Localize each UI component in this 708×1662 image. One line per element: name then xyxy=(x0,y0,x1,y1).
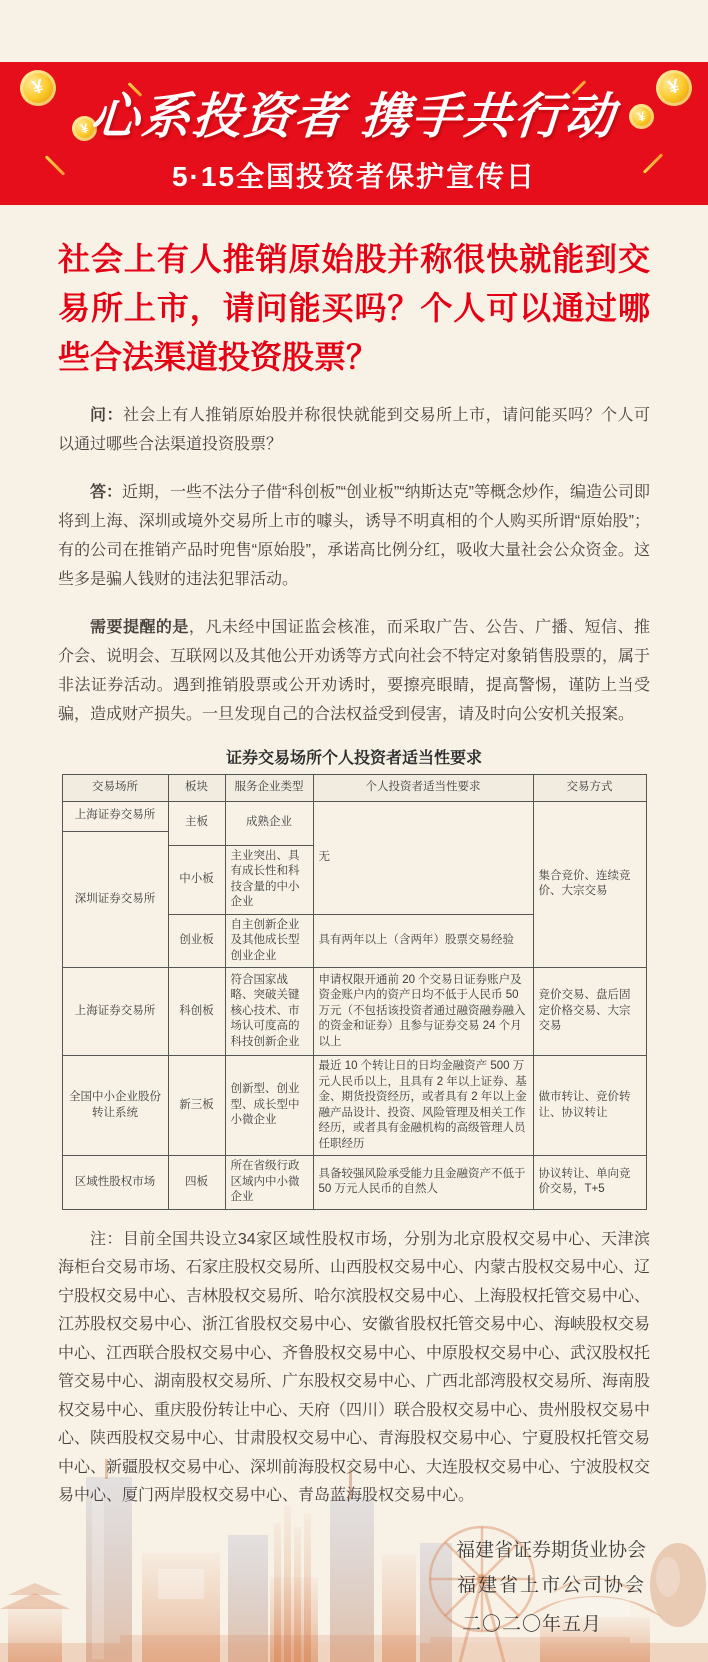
cell-trade-neeq: 做市转让、竞价转让、协议转让 xyxy=(533,1056,646,1156)
cell-req-chinext: 具有两年以上（含两年）股票交易经验 xyxy=(313,914,533,968)
banner-subtitle: 5·15全国投资者保护宣传日 xyxy=(171,161,537,192)
poster-content xyxy=(0,62,708,1642)
answer-paragraph xyxy=(58,478,650,594)
reminder-paragraph xyxy=(58,613,650,729)
signature-date: 二〇二〇年五月 xyxy=(461,1613,602,1635)
reminder-label: 需要提醒的是 xyxy=(90,619,189,636)
cell-exchange-star: 上海证券交易所 xyxy=(62,968,168,1056)
answer-label: 答： xyxy=(90,484,123,501)
cell-req-main: 无 xyxy=(313,801,533,914)
signature-block xyxy=(0,1533,646,1642)
header-venue: 交易场所 xyxy=(62,775,168,802)
cell-req-neeq: 最近 10 个转让日的日均金融资产 500 万元人民币以上，且具有 2 年以上证券、基金、期货投资经历，或者具有 2 年以上金融产品设计、投资、风险管理及相关工作经历，或者具有金融机构的高级管理人员任职经历 xyxy=(313,1056,533,1156)
coin-icon: ¥ xyxy=(626,101,656,131)
question-label: 问： xyxy=(90,407,123,424)
cell-type-regional: 所在省级行政区域内中小微企业 xyxy=(225,1156,313,1210)
header-company-type: 服务企业类型 xyxy=(225,775,313,802)
cell-trade-regional: 协议转让、单向竞价交易，T+5 xyxy=(533,1156,646,1210)
banner xyxy=(0,62,708,205)
question-paragraph xyxy=(58,401,650,459)
cell-exchange-sz: 深圳证券交易所 xyxy=(62,831,168,968)
table-row xyxy=(62,968,646,1056)
cell-type-star: 符合国家战略、突破关键核心技术、市场认可度高的科技创新企业 xyxy=(225,968,313,1056)
table-row xyxy=(62,1056,646,1156)
answer-text: 近期，一些不法分子借“科创板”“创业板”“纳斯达克”等概念炒作，编造公司即将到上海、深圳或境外交易所上市的噱头，诱导不明真相的个人购买所谓“原始股”；有的公司在推销产品时兜售“原始股”，承诺高比例分红，吸收大量社会公众资金。这些多是骗人钱财的违法犯罪活动。 xyxy=(58,484,650,588)
cell-type-sme: 主业突出、具有成长性和科技含量的中小企业 xyxy=(225,845,313,914)
header-trading-method: 交易方式 xyxy=(533,775,646,802)
cell-board-chinext: 创业板 xyxy=(168,914,225,968)
cell-type-chinext: 自主创新企业及其他成长型创业企业 xyxy=(225,914,313,968)
question-text: 社会上有人推销原始股并称很快就能到交易所上市，请问能买吗？个人可以通过哪些合法渠道投资股票？ xyxy=(58,407,650,453)
coin-icon: ¥ xyxy=(652,66,696,110)
table-title: 证券交易场所个人投资者适当性要求 xyxy=(225,750,482,767)
cell-board-sme: 中小板 xyxy=(168,845,225,914)
cell-trade-main: 集合竞价、连续竞价、大宗交易 xyxy=(533,801,646,968)
header-requirement: 个人投资者适当性要求 xyxy=(313,775,533,802)
signature-org-2: 福建省上市公司协会 xyxy=(456,1574,646,1596)
cell-exchange-neeq: 全国中小企业股份转让系统 xyxy=(62,1056,168,1156)
cell-req-star: 申请权限开通前 20 个交易日证券账户及资金账户内的资产日均不低于人民币 50 万元（不包括该投资者通过融资融券融入的资金和证券）且参与证券交易 24 个月以上 xyxy=(313,968,533,1056)
header-board: 板块 xyxy=(168,775,225,802)
cell-exchange-regional: 区域性股权市场 xyxy=(62,1156,168,1210)
signature-org-1: 福建省证券期货业协会 xyxy=(455,1539,646,1561)
cell-board-star: 科创板 xyxy=(168,968,225,1056)
headline: 社会上有人推销原始股并称很快就能到交易所上市，请问能买吗？个人可以通过哪些合法渠道投资股票？ xyxy=(58,241,650,375)
table-row xyxy=(62,801,646,831)
cell-type-neeq: 创新型、创业型、成长型中小微企业 xyxy=(225,1056,313,1156)
cell-req-regional: 具备较强风险承受能力且金融资产不低于 50 万元人民币的自然人 xyxy=(313,1156,533,1210)
table-row xyxy=(62,1156,646,1210)
banner-title: 心系投资者 携手共行动 xyxy=(88,90,618,144)
reminder-text: ，凡未经中国证监会核准，而采取广告、公告、广播、短信、推介会、说明会、互联网以及其他公开劝诱等方式向社会不特定对象销售股票的，属于非法证券活动。遇到推销股票或公开劝诱时，要擦亮眼睛，提高警惕，谨防上当受骗，造成财产损失。一旦发现自己的合法权益受到侵害，请及时向公安机关报案。 xyxy=(58,619,651,723)
cell-exchange-sh: 上海证券交易所 xyxy=(62,801,168,831)
cell-board-regional: 四板 xyxy=(168,1156,225,1210)
coin-icon: ¥ xyxy=(16,66,60,110)
cell-board-neeq: 新三板 xyxy=(168,1056,225,1156)
cell-board-main: 主板 xyxy=(168,801,225,845)
note-paragraph: 注：目前全国共设立34家区域性股权市场，分别为北京股权交易中心、天津滨海柜台交易市场、石家庄股权交易所、山西股权交易中心、内蒙古股权交易中心、辽宁股权交易中心、吉林股权交易所、哈尔滨股权交易中心、上海股权托管交易中心、江苏股权交易中心、浙江省股权交易中心、安徽省股权托管交易中心、海峡股权交易中心、江西联合股权交易中心、齐鲁股权交易中心、中原股权交易中心、武汉股权托管交易中心、湖南股权交易所、广东股权交易中心、广西北部湾股权交易所、海南股权交易中心、重庆股份转让中心、天府（四川）联合股权交易中心、贵州股权交易中心、陕西股权交易中心、甘肃股权交易中心、青海股权交易中心、宁夏股权托管交易中心、新疆股权交易中心、深圳前海股权交易中心、大连股权交易中心、宁波股权交易中心、厦门两岸股权交易中心、青岛蓝海股权交易中心。 xyxy=(58,1230,651,1504)
cell-type-main: 成熟企业 xyxy=(225,801,313,845)
suitability-table xyxy=(62,774,647,1210)
coin-icon: ¥ xyxy=(69,113,99,143)
table-header-row xyxy=(62,775,646,802)
cell-trade-star: 竞价交易、盘后固定价格交易、大宗交易 xyxy=(533,968,646,1056)
